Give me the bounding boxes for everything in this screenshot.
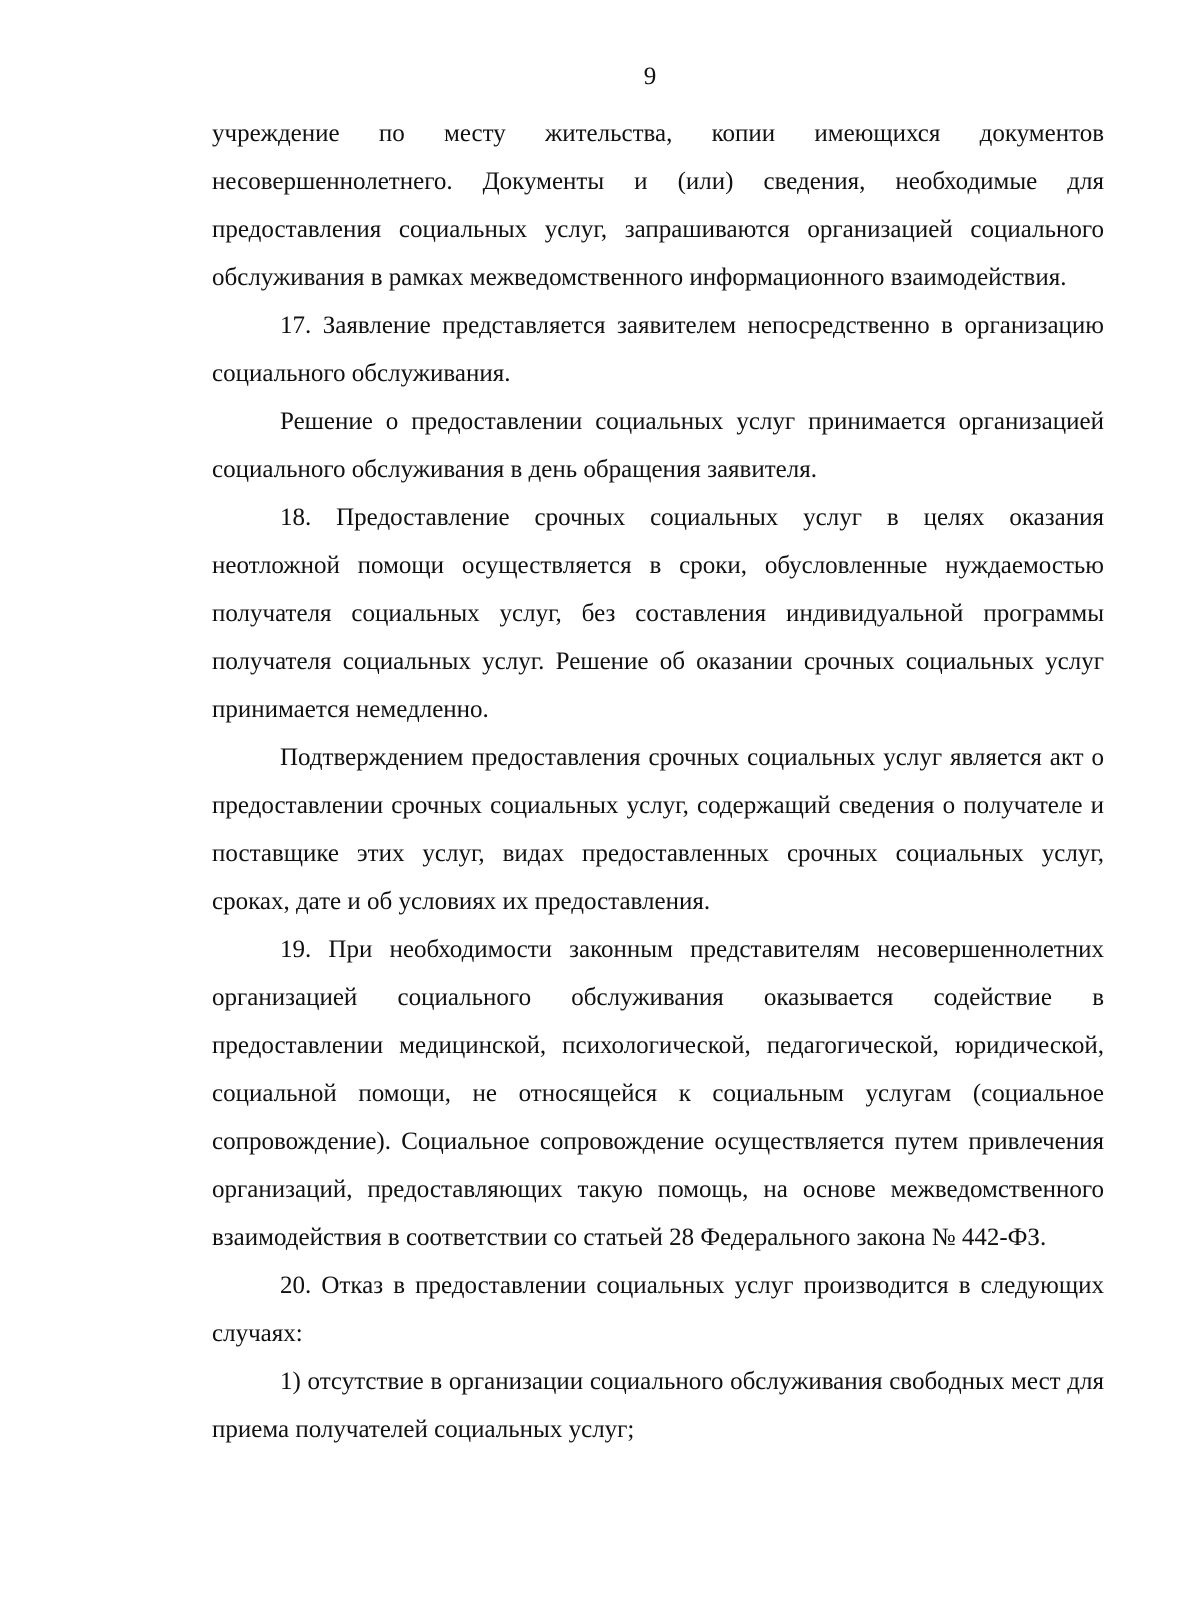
paragraph-19-social-support: 19. При необходимости законным представителям несовершеннолетних организацией социального обслуживания оказывается содействие в предоставлении медицинской, психологической, педагогической, юридической, социальной помощи, не относящейся к социальным услугам (социальное сопровождение). Социальное сопровождение осуществляется путем привлечения организаций, предоставляющих такую помощь, на основе межведомственного взаимодействия в соответствии со статьей 28 Федерального закона № 442-ФЗ. [212, 936, 1104, 1251]
paragraph-20-refusal: 20. Отказ в предоставлении социальных услуг производится в следующих случаях: [212, 1272, 1104, 1347]
paragraph-17-application: 17. Заявление представляется заявителем непосредственно в организацию социального обслуживания. [212, 312, 1104, 387]
paragraph-urgent-services-act: Подтверждением предоставления срочных социальных услуг является акт о предоставлении срочных социальных услуг, содержащий сведения о получателе и поставщике этих услуг, видах предоставленных срочных социальных услуг, сроках, дате и об условиях их предоставления. [212, 744, 1104, 915]
document-body [212, 110, 1104, 1454]
paragraph-documents-request: учреждение по месту жительства, копии имеющихся документов несовершеннолетнего. Документы и (или) сведения, необходимые для предоставления социальных услуг, запрашиваются организацией социального обслуживания в рамках межведомственного информационного взаимодействия. [212, 120, 1104, 291]
page-number: 9 [643, 63, 657, 90]
paragraph-18-urgent-services: 18. Предоставление срочных социальных услуг в целях оказания неотложной помощи осуществляется в сроки, обусловленные нуждаемостью получателя социальных услуг, без составления индивидуальной программы получателя социальных услуг. Решение об оказании срочных социальных услуг принимается немедленно. [212, 504, 1104, 723]
paragraph-decision: Решение о предоставлении социальных услуг принимается организацией социального обслуживания в день обращения заявителя. [212, 408, 1104, 483]
list-item-1-no-vacancies: 1) отсутствие в организации социального обслуживания свободных мест для приема получателей социальных услуг; [212, 1368, 1104, 1443]
